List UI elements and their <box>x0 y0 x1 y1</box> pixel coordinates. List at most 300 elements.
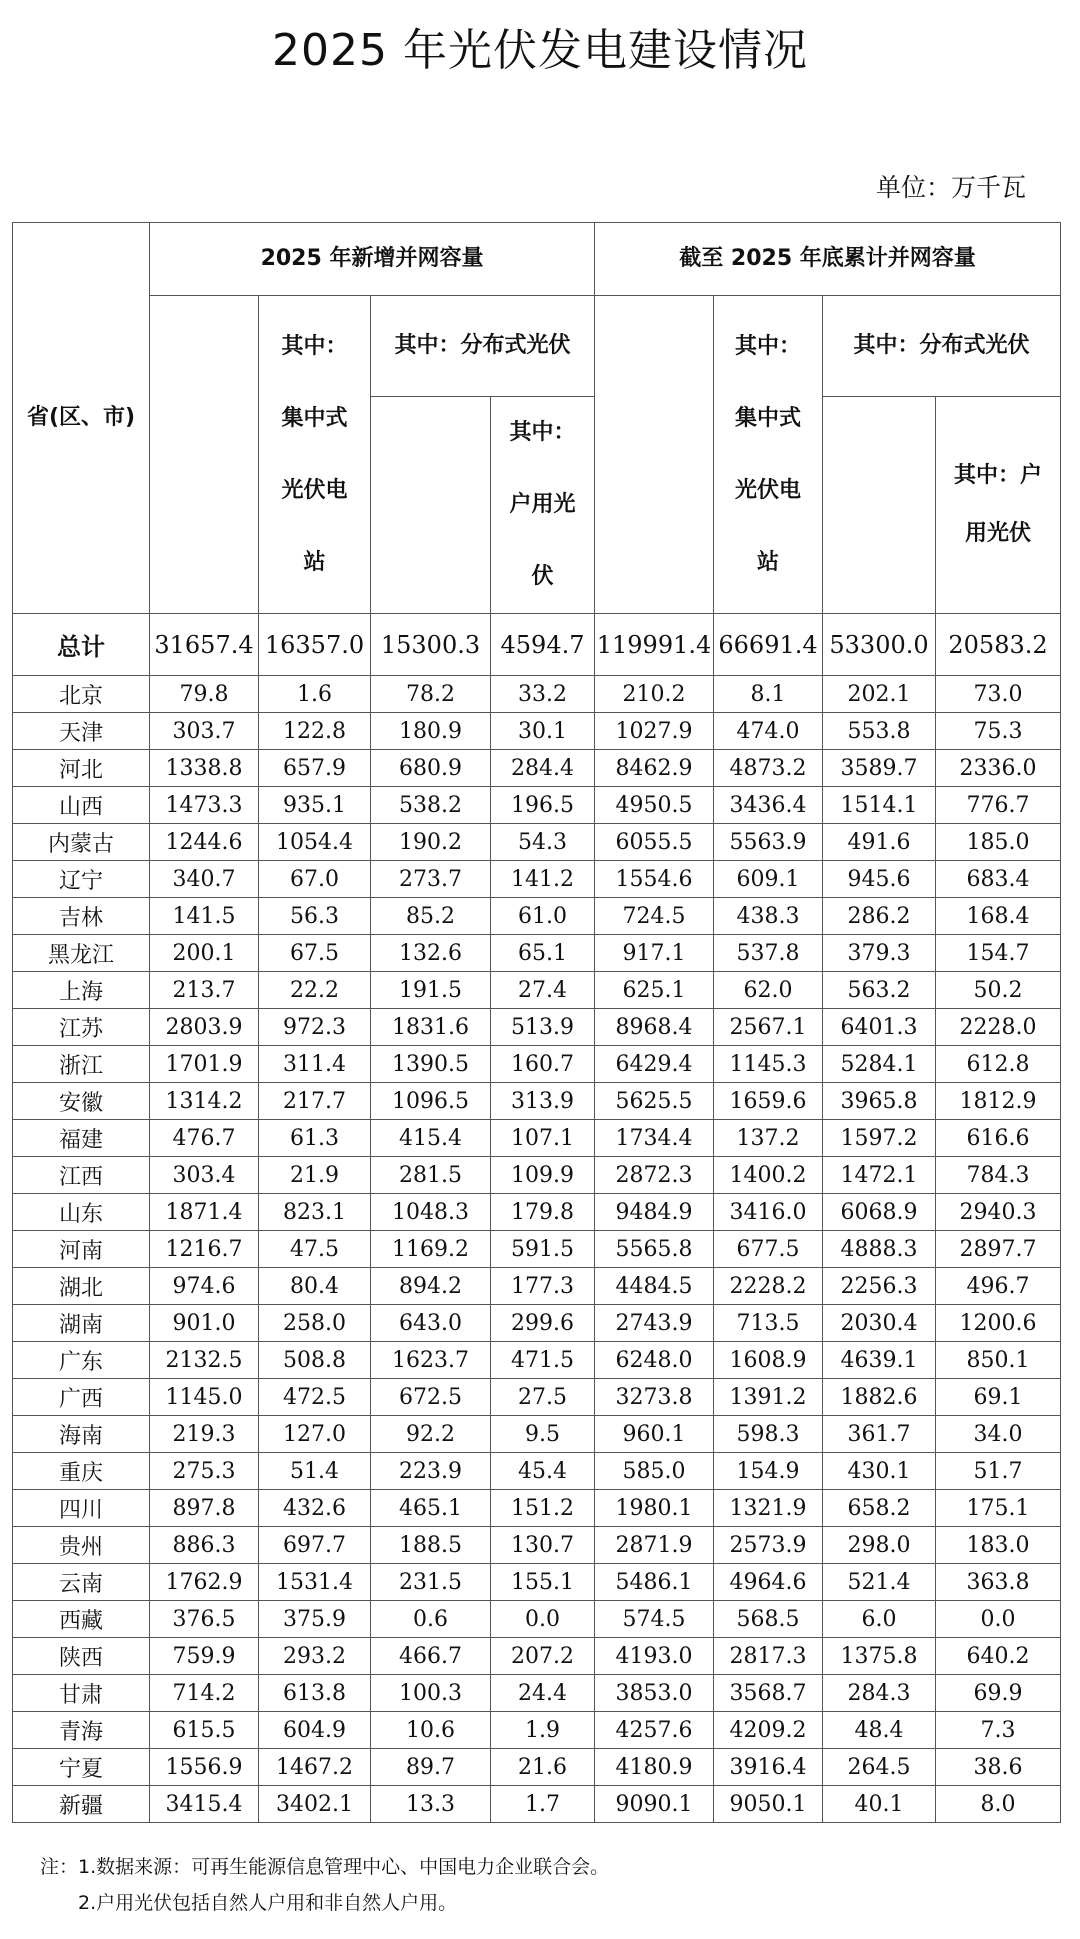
value-cell: 1145.0 <box>150 1379 259 1416</box>
value-cell: 894.2 <box>371 1268 491 1305</box>
province-name: 西藏 <box>13 1601 150 1638</box>
value-cell: 1169.2 <box>371 1231 491 1268</box>
value-cell: 432.6 <box>259 1490 371 1527</box>
value-cell: 80.4 <box>259 1268 371 1305</box>
value-cell: 2940.3 <box>936 1194 1061 1231</box>
table-row <box>13 1342 1061 1379</box>
value-cell: 3916.4 <box>714 1749 823 1786</box>
table-row <box>13 1268 1061 1305</box>
value-cell: 563.2 <box>823 972 936 1009</box>
value-cell: 281.5 <box>371 1157 491 1194</box>
value-cell: 361.7 <box>823 1416 936 1453</box>
value-cell: 10.6 <box>371 1712 491 1749</box>
value-cell: 1473.3 <box>150 787 259 824</box>
province-name: 海南 <box>13 1416 150 1453</box>
value-cell: 1597.2 <box>823 1120 936 1157</box>
value-cell: 303.4 <box>150 1157 259 1194</box>
value-cell: 3273.8 <box>595 1379 714 1416</box>
value-cell: 8462.9 <box>595 750 714 787</box>
value-cell: 293.2 <box>259 1638 371 1675</box>
value-cell: 713.5 <box>714 1305 823 1342</box>
value-cell: 823.1 <box>259 1194 371 1231</box>
value-cell: 415.4 <box>371 1120 491 1157</box>
value-cell: 151.2 <box>491 1490 595 1527</box>
header-cum-distributed: 其中：分布式光伏 <box>823 296 1061 397</box>
value-cell: 2803.9 <box>150 1009 259 1046</box>
province-name: 四川 <box>13 1490 150 1527</box>
value-cell: 568.5 <box>714 1601 823 1638</box>
value-cell: 1400.2 <box>714 1157 823 1194</box>
value-cell: 85.2 <box>371 898 491 935</box>
table-row <box>13 1120 1061 1157</box>
table-row <box>13 1231 1061 1268</box>
value-cell: 65.1 <box>491 935 595 972</box>
value-cell: 553.8 <box>823 713 936 750</box>
province-name: 湖南 <box>13 1305 150 1342</box>
header-new-household: 其中：户用光伏 <box>491 397 595 614</box>
header-group-new: 2025 年新增并网容量 <box>150 223 595 296</box>
value-cell: 1556.9 <box>150 1749 259 1786</box>
province-name: 总计 <box>13 614 150 676</box>
table-row <box>13 1305 1061 1342</box>
value-cell: 141.2 <box>491 861 595 898</box>
value-cell: 574.5 <box>595 1601 714 1638</box>
table-row <box>13 1527 1061 1564</box>
province-name: 浙江 <box>13 1046 150 1083</box>
value-cell: 465.1 <box>371 1490 491 1527</box>
value-cell: 298.0 <box>823 1527 936 1564</box>
value-cell: 1623.7 <box>371 1342 491 1379</box>
province-name: 青海 <box>13 1712 150 1749</box>
value-cell: 9484.9 <box>595 1194 714 1231</box>
value-cell: 850.1 <box>936 1342 1061 1379</box>
table-row <box>13 1564 1061 1601</box>
value-cell: 901.0 <box>150 1305 259 1342</box>
value-cell: 724.5 <box>595 898 714 935</box>
province-name: 广西 <box>13 1379 150 1416</box>
value-cell: 4484.5 <box>595 1268 714 1305</box>
value-cell: 4964.6 <box>714 1564 823 1601</box>
value-cell: 1314.2 <box>150 1083 259 1120</box>
value-cell: 127.0 <box>259 1416 371 1453</box>
value-cell: 3853.0 <box>595 1675 714 1712</box>
value-cell: 4888.3 <box>823 1231 936 1268</box>
province-name: 江苏 <box>13 1009 150 1046</box>
value-cell: 598.3 <box>714 1416 823 1453</box>
value-cell: 45.4 <box>491 1453 595 1490</box>
value-cell: 0.0 <box>491 1601 595 1638</box>
value-cell: 2573.9 <box>714 1527 823 1564</box>
value-cell: 200.1 <box>150 935 259 972</box>
value-cell: 1734.4 <box>595 1120 714 1157</box>
value-cell: 2567.1 <box>714 1009 823 1046</box>
value-cell: 34.0 <box>936 1416 1061 1453</box>
value-cell: 1831.6 <box>371 1009 491 1046</box>
value-cell: 2132.5 <box>150 1342 259 1379</box>
table-row <box>13 1009 1061 1046</box>
value-cell: 7.3 <box>936 1712 1061 1749</box>
value-cell: 89.7 <box>371 1749 491 1786</box>
value-cell: 1.9 <box>491 1712 595 1749</box>
value-cell: 154.9 <box>714 1453 823 1490</box>
header-cum-total <box>595 296 714 614</box>
value-cell: 521.4 <box>823 1564 936 1601</box>
value-cell: 53300.0 <box>823 614 936 676</box>
table-row <box>13 1416 1061 1453</box>
value-cell: 714.2 <box>150 1675 259 1712</box>
value-cell: 69.1 <box>936 1379 1061 1416</box>
table-row <box>13 861 1061 898</box>
value-cell: 537.8 <box>714 935 823 972</box>
value-cell: 8.1 <box>714 676 823 713</box>
value-cell: 130.7 <box>491 1527 595 1564</box>
value-cell: 155.1 <box>491 1564 595 1601</box>
value-cell: 20583.2 <box>936 614 1061 676</box>
value-cell: 4180.9 <box>595 1749 714 1786</box>
value-cell: 1659.6 <box>714 1083 823 1120</box>
value-cell: 51.7 <box>936 1453 1061 1490</box>
value-cell: 697.7 <box>259 1527 371 1564</box>
province-name: 云南 <box>13 1564 150 1601</box>
value-cell: 613.8 <box>259 1675 371 1712</box>
province-name: 天津 <box>13 713 150 750</box>
table-row <box>13 1046 1061 1083</box>
value-cell: 141.5 <box>150 898 259 935</box>
value-cell: 78.2 <box>371 676 491 713</box>
value-cell: 16357.0 <box>259 614 371 676</box>
province-name: 上海 <box>13 972 150 1009</box>
value-cell: 5565.8 <box>595 1231 714 1268</box>
value-cell: 897.8 <box>150 1490 259 1527</box>
table-row <box>13 750 1061 787</box>
value-cell: 2817.3 <box>714 1638 823 1675</box>
value-cell: 3568.7 <box>714 1675 823 1712</box>
province-name: 辽宁 <box>13 861 150 898</box>
province-name: 吉林 <box>13 898 150 935</box>
value-cell: 3416.0 <box>714 1194 823 1231</box>
value-cell: 6068.9 <box>823 1194 936 1231</box>
header-cum-household: 其中：户用光伏 <box>936 397 1061 614</box>
province-name: 黑龙江 <box>13 935 150 972</box>
province-name: 陕西 <box>13 1638 150 1675</box>
value-cell: 132.6 <box>371 935 491 972</box>
table-row <box>13 1453 1061 1490</box>
value-cell: 30.1 <box>491 713 595 750</box>
value-cell: 284.4 <box>491 750 595 787</box>
province-name: 广东 <box>13 1342 150 1379</box>
value-cell: 1338.8 <box>150 750 259 787</box>
value-cell: 22.2 <box>259 972 371 1009</box>
value-cell: 122.8 <box>259 713 371 750</box>
header-province: 省(区、市) <box>13 223 150 614</box>
province-name: 重庆 <box>13 1453 150 1490</box>
value-cell: 33.2 <box>491 676 595 713</box>
value-cell: 609.1 <box>714 861 823 898</box>
page-title: 2025 年光伏发电建设情况 <box>272 25 808 76</box>
value-cell: 264.5 <box>823 1749 936 1786</box>
value-cell: 303.7 <box>150 713 259 750</box>
value-cell: 175.1 <box>936 1490 1061 1527</box>
value-cell: 100.3 <box>371 1675 491 1712</box>
value-cell: 759.9 <box>150 1638 259 1675</box>
value-cell: 191.5 <box>371 972 491 1009</box>
value-cell: 4873.2 <box>714 750 823 787</box>
table-row <box>13 1749 1061 1786</box>
value-cell: 9.5 <box>491 1416 595 1453</box>
value-cell: 61.3 <box>259 1120 371 1157</box>
value-cell: 56.3 <box>259 898 371 935</box>
value-cell: 3436.4 <box>714 787 823 824</box>
province-name: 河南 <box>13 1231 150 1268</box>
value-cell: 177.3 <box>491 1268 595 1305</box>
value-cell: 2743.9 <box>595 1305 714 1342</box>
value-cell: 47.5 <box>259 1231 371 1268</box>
value-cell: 1027.9 <box>595 713 714 750</box>
unit-label: 单位：万千瓦 <box>876 173 1027 202</box>
value-cell: 190.2 <box>371 824 491 861</box>
value-cell: 180.9 <box>371 713 491 750</box>
value-cell: 1472.1 <box>823 1157 936 1194</box>
value-cell: 2228.0 <box>936 1009 1061 1046</box>
value-cell: 299.6 <box>491 1305 595 1342</box>
province-name: 山东 <box>13 1194 150 1231</box>
value-cell: 75.3 <box>936 713 1061 750</box>
value-cell: 657.9 <box>259 750 371 787</box>
value-cell: 612.8 <box>936 1046 1061 1083</box>
value-cell: 5563.9 <box>714 824 823 861</box>
value-cell: 1200.6 <box>936 1305 1061 1342</box>
value-cell: 591.5 <box>491 1231 595 1268</box>
value-cell: 4950.5 <box>595 787 714 824</box>
value-cell: 430.1 <box>823 1453 936 1490</box>
header-new-distributed: 其中：分布式光伏 <box>371 296 595 397</box>
header-cum-centralized: 其中：集中式光伏电站 <box>714 296 823 614</box>
value-cell: 21.9 <box>259 1157 371 1194</box>
value-cell: 585.0 <box>595 1453 714 1490</box>
note-household: 2.户用光伏包括自然人户用和非自然人户用。 <box>78 1892 458 1914</box>
value-cell: 231.5 <box>371 1564 491 1601</box>
value-cell: 935.1 <box>259 787 371 824</box>
value-cell: 4257.6 <box>595 1712 714 1749</box>
value-cell: 1054.4 <box>259 824 371 861</box>
header-cum-distributed-total <box>823 397 936 614</box>
table-row <box>13 972 1061 1009</box>
value-cell: 2228.2 <box>714 1268 823 1305</box>
value-cell: 62.0 <box>714 972 823 1009</box>
table-row <box>13 787 1061 824</box>
value-cell: 4639.1 <box>823 1342 936 1379</box>
value-cell: 1882.6 <box>823 1379 936 1416</box>
value-cell: 476.7 <box>150 1120 259 1157</box>
value-cell: 6248.0 <box>595 1342 714 1379</box>
value-cell: 188.5 <box>371 1527 491 1564</box>
value-cell: 2871.9 <box>595 1527 714 1564</box>
value-cell: 119991.4 <box>595 614 714 676</box>
value-cell: 375.9 <box>259 1601 371 1638</box>
value-cell: 643.0 <box>371 1305 491 1342</box>
value-cell: 1321.9 <box>714 1490 823 1527</box>
value-cell: 3965.8 <box>823 1083 936 1120</box>
header-new-centralized: 其中：集中式光伏电站 <box>259 296 371 614</box>
value-cell: 640.2 <box>936 1638 1061 1675</box>
value-cell: 69.9 <box>936 1675 1061 1712</box>
value-cell: 179.8 <box>491 1194 595 1231</box>
value-cell: 50.2 <box>936 972 1061 1009</box>
value-cell: 213.7 <box>150 972 259 1009</box>
province-name: 河北 <box>13 750 150 787</box>
value-cell: 79.8 <box>150 676 259 713</box>
value-cell: 1514.1 <box>823 787 936 824</box>
province-name: 内蒙古 <box>13 824 150 861</box>
value-cell: 313.9 <box>491 1083 595 1120</box>
value-cell: 625.1 <box>595 972 714 1009</box>
value-cell: 2872.3 <box>595 1157 714 1194</box>
value-cell: 1096.5 <box>371 1083 491 1120</box>
value-cell: 168.4 <box>936 898 1061 935</box>
table-row <box>13 1601 1061 1638</box>
table-row <box>13 676 1061 713</box>
table-row <box>13 1675 1061 1712</box>
table-row <box>13 898 1061 935</box>
province-name: 山西 <box>13 787 150 824</box>
value-cell: 616.6 <box>936 1120 1061 1157</box>
notes <box>40 1849 609 1921</box>
value-cell: 196.5 <box>491 787 595 824</box>
value-cell: 784.3 <box>936 1157 1061 1194</box>
table-row <box>13 1786 1061 1823</box>
table-row <box>13 1157 1061 1194</box>
value-cell: 1244.6 <box>150 824 259 861</box>
value-cell: 275.3 <box>150 1453 259 1490</box>
value-cell: 972.3 <box>259 1009 371 1046</box>
value-cell: 1048.3 <box>371 1194 491 1231</box>
value-cell: 1701.9 <box>150 1046 259 1083</box>
value-cell: 13.3 <box>371 1786 491 1823</box>
value-cell: 474.0 <box>714 713 823 750</box>
value-cell: 496.7 <box>936 1268 1061 1305</box>
province-name: 福建 <box>13 1120 150 1157</box>
value-cell: 974.6 <box>150 1268 259 1305</box>
value-cell: 5625.5 <box>595 1083 714 1120</box>
value-cell: 273.7 <box>371 861 491 898</box>
value-cell: 5284.1 <box>823 1046 936 1083</box>
value-cell: 4209.2 <box>714 1712 823 1749</box>
province-name: 贵州 <box>13 1527 150 1564</box>
value-cell: 1531.4 <box>259 1564 371 1601</box>
value-cell: 223.9 <box>371 1453 491 1490</box>
value-cell: 66691.4 <box>714 614 823 676</box>
value-cell: 6055.5 <box>595 824 714 861</box>
header-new-distributed-total <box>371 397 491 614</box>
value-cell: 5486.1 <box>595 1564 714 1601</box>
value-cell: 471.5 <box>491 1342 595 1379</box>
value-cell: 207.2 <box>491 1638 595 1675</box>
province-name: 安徽 <box>13 1083 150 1120</box>
value-cell: 210.2 <box>595 676 714 713</box>
value-cell: 917.1 <box>595 935 714 972</box>
value-cell: 1980.1 <box>595 1490 714 1527</box>
value-cell: 1554.6 <box>595 861 714 898</box>
value-cell: 1390.5 <box>371 1046 491 1083</box>
value-cell: 15300.3 <box>371 614 491 676</box>
value-cell: 0.6 <box>371 1601 491 1638</box>
table-row <box>13 824 1061 861</box>
value-cell: 363.8 <box>936 1564 1061 1601</box>
value-cell: 886.3 <box>150 1527 259 1564</box>
value-cell: 51.4 <box>259 1453 371 1490</box>
value-cell: 258.0 <box>259 1305 371 1342</box>
value-cell: 472.5 <box>259 1379 371 1416</box>
value-cell: 4193.0 <box>595 1638 714 1675</box>
total-row <box>13 614 1061 676</box>
value-cell: 1375.8 <box>823 1638 936 1675</box>
value-cell: 284.3 <box>823 1675 936 1712</box>
value-cell: 508.8 <box>259 1342 371 1379</box>
table-row <box>13 1712 1061 1749</box>
capacity-table <box>12 222 1061 1823</box>
value-cell: 54.3 <box>491 824 595 861</box>
value-cell: 61.0 <box>491 898 595 935</box>
header-group-cumulative: 截至 2025 年底累计并网容量 <box>595 223 1061 296</box>
value-cell: 658.2 <box>823 1490 936 1527</box>
value-cell: 615.5 <box>150 1712 259 1749</box>
value-cell: 604.9 <box>259 1712 371 1749</box>
value-cell: 945.6 <box>823 861 936 898</box>
value-cell: 1608.9 <box>714 1342 823 1379</box>
value-cell: 4594.7 <box>491 614 595 676</box>
value-cell: 3402.1 <box>259 1786 371 1823</box>
header-new-total <box>150 296 259 614</box>
value-cell: 1762.9 <box>150 1564 259 1601</box>
value-cell: 286.2 <box>823 898 936 935</box>
value-cell: 73.0 <box>936 676 1061 713</box>
value-cell: 67.5 <box>259 935 371 972</box>
value-cell: 160.7 <box>491 1046 595 1083</box>
value-cell: 376.5 <box>150 1601 259 1638</box>
value-cell: 67.0 <box>259 861 371 898</box>
value-cell: 6429.4 <box>595 1046 714 1083</box>
value-cell: 3415.4 <box>150 1786 259 1823</box>
value-cell: 379.3 <box>823 935 936 972</box>
value-cell: 6.0 <box>823 1601 936 1638</box>
value-cell: 1216.7 <box>150 1231 259 1268</box>
province-name: 北京 <box>13 676 150 713</box>
value-cell: 538.2 <box>371 787 491 824</box>
value-cell: 109.9 <box>491 1157 595 1194</box>
value-cell: 92.2 <box>371 1416 491 1453</box>
province-name: 湖北 <box>13 1268 150 1305</box>
table-row <box>13 1490 1061 1527</box>
value-cell: 1871.4 <box>150 1194 259 1231</box>
value-cell: 6401.3 <box>823 1009 936 1046</box>
value-cell: 217.7 <box>259 1083 371 1120</box>
province-name: 宁夏 <box>13 1749 150 1786</box>
value-cell: 683.4 <box>936 861 1061 898</box>
value-cell: 9050.1 <box>714 1786 823 1823</box>
value-cell: 31657.4 <box>150 614 259 676</box>
province-name: 甘肃 <box>13 1675 150 1712</box>
value-cell: 8.0 <box>936 1786 1061 1823</box>
value-cell: 1812.9 <box>936 1083 1061 1120</box>
value-cell: 466.7 <box>371 1638 491 1675</box>
value-cell: 776.7 <box>936 787 1061 824</box>
value-cell: 40.1 <box>823 1786 936 1823</box>
value-cell: 137.2 <box>714 1120 823 1157</box>
value-cell: 38.6 <box>936 1749 1061 1786</box>
value-cell: 1.6 <box>259 676 371 713</box>
value-cell: 202.1 <box>823 676 936 713</box>
value-cell: 219.3 <box>150 1416 259 1453</box>
